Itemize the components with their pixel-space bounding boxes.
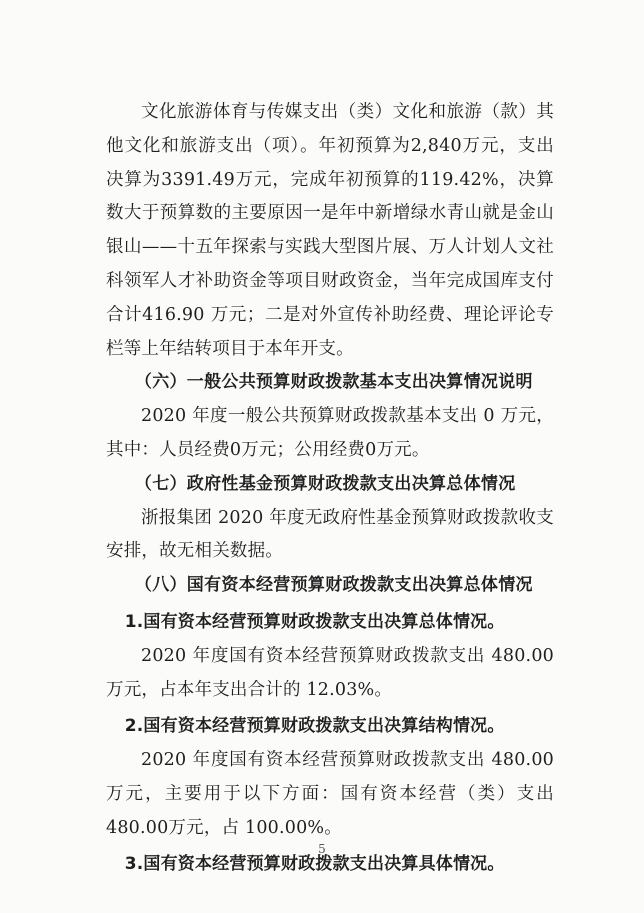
paragraph-8-1: 2020 年度国有资本经营预算财政拨款支出 480.00 万元，占本年支出合计的 12.03%。 bbox=[106, 645, 554, 700]
paragraph-culture-tourism-expenditure: 文化旅游体育与传媒支出（类）文化和旅游（款）其他文化和旅游支出（项）。年初预算为2,840万元，支出决算为3391.49万元，完成年初预算的119.42%，决算数大于预算数的主要原因一是年中新增绿水青山就是金山银山——十五年探索与实践大型图片展、万人计划人文社科领军人才补助资金等项目财政资金，当年完成国库支付合计416.90 万元；二是对外宣传补助经费、理论评论专栏等上年结转项目于本年开支。 bbox=[106, 102, 554, 359]
heading-section-7: （七）政府性基金预算财政拨款支出决算总体情况 bbox=[134, 473, 516, 494]
page-body bbox=[106, 96, 554, 881]
subheading-8-2: 2.国有资本经营预算财政拨款支出决算结构情况。 bbox=[124, 715, 505, 736]
heading-section-8: （八）国有资本经营预算财政拨款支出决算总体情况 bbox=[134, 575, 533, 596]
paragraph-section-6: 2020 年度一般公共预算财政拨款基本支出 0 万元，其中：人员经费0万元；公用经费0万元。 bbox=[106, 406, 554, 460]
page-number: 5 bbox=[318, 842, 326, 856]
heading-section-6: （六）一般公共预算财政拨款基本支出决算情况说明 bbox=[134, 372, 533, 393]
subheading-8-1: 1.国有资本经营预算财政拨款支出决算总体情况。 bbox=[124, 611, 505, 632]
subheading-8-3: 3.国有资本经营预算财政拨款支出决算具体情况。 bbox=[124, 853, 505, 874]
paragraph-section-7: 浙报集团 2020 年度无政府性基金预算财政拨款收支安排，故无相关数据。 bbox=[106, 507, 554, 562]
paragraph-8-2: 2020 年度国有资本经营预算财政拨款支出 480.00 万元，主要用于以下方面：国有资本经营（类）支出480.00万元，占 100.00%。 bbox=[106, 749, 554, 838]
